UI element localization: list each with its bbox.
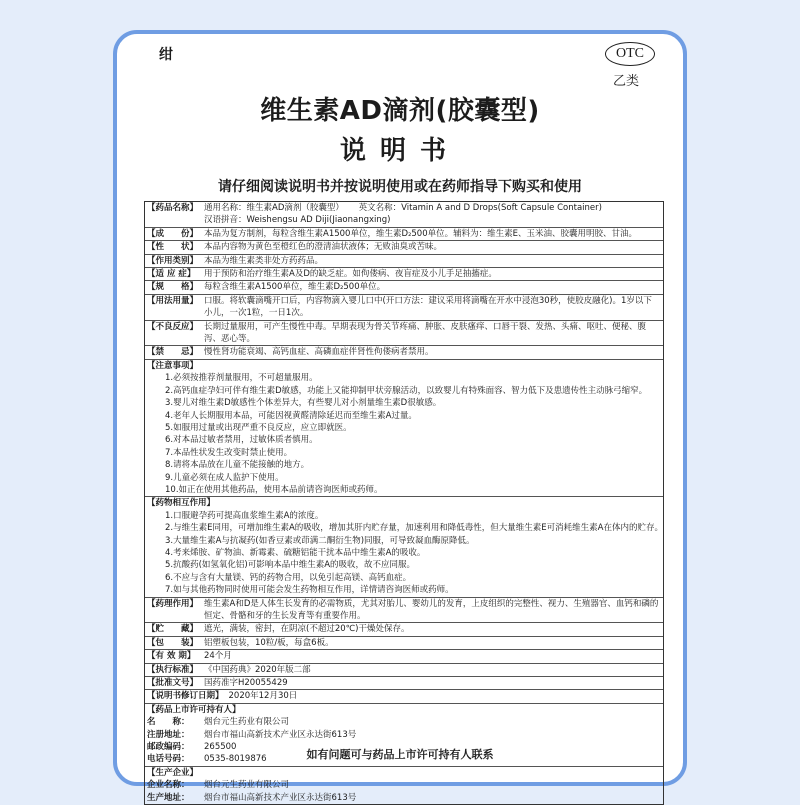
drug-name-row <box>145 202 663 228</box>
table-row <box>145 346 663 359</box>
drug-title: 维生素AD滴剂(胶囊型) <box>260 96 540 126</box>
table-row <box>145 598 663 624</box>
row-value: 长期过量服用，可产生慢性中毒。早期表现为骨关节疼痛、肿胀、皮肤瘙痒、口唇干裂、发热、头痛、呕吐、便秘、腹泻、恶心等。 <box>204 321 647 345</box>
list-item: 9.儿童必须在成人监护下使用。 <box>165 472 284 483</box>
table-row <box>145 664 663 677</box>
list-item: 10.如正在使用其他药品，使用本品前请咨询医师或药师。 <box>165 484 383 495</box>
row-value: 每粒含维生素A1500单位，维生素D₂500单位。 <box>204 282 386 293</box>
manufacturer-section <box>145 767 663 804</box>
row-label: 【用法用量】 <box>147 295 199 306</box>
table-row <box>145 241 663 254</box>
row-label: 【执行标准】 <box>147 664 199 675</box>
table-row <box>145 637 663 650</box>
row-label: 【禁 忌】 <box>147 347 199 358</box>
otc-badge: OTC <box>605 42 655 66</box>
table-row <box>145 268 663 281</box>
brand-logo: 绀 <box>159 47 173 63</box>
row-label: 【适 应 症】 <box>147 269 196 280</box>
list-item: 5.如服用过量或出现严重不良反应，应立即就医。 <box>165 422 352 433</box>
row-label: 【性 状】 <box>147 242 199 253</box>
row-value: 24个月 <box>204 651 232 662</box>
row-label: 【规 格】 <box>147 282 199 293</box>
list-item: 3.婴儿对维生素D敏感性个体差异大，有些婴儿对小剂量维生素D很敏感。 <box>165 398 442 409</box>
row-value: 国药准字H20055429 <box>204 678 288 689</box>
row-label: 【不良反应】 <box>147 321 199 332</box>
row-label: 【成 份】 <box>147 228 199 239</box>
row-label: 【说明书修订日期】 <box>147 691 224 702</box>
field-row <box>145 729 663 741</box>
interactions-section <box>145 497 663 597</box>
table-row <box>145 295 663 321</box>
leaflet-title: 说明书 <box>339 136 460 166</box>
field-value: 0535-8019876 <box>204 754 267 765</box>
list-item: 1.口服避孕药可提高血浆维生素A的浓度。 <box>165 510 324 521</box>
precautions-section <box>145 360 663 497</box>
row-value: 维生素A和D是人体生长发育的必需物质，尤其对胎儿、婴幼儿的发育，上皮组织的完整性、视力、生殖器官、血钙和磷的恒定、骨骼和牙的生长发育等有重要作用。 <box>204 598 659 621</box>
row-label: 【贮 藏】 <box>147 624 199 635</box>
section-heading: 【生产企业】 <box>147 767 199 778</box>
table-row <box>145 690 663 703</box>
row-value: 铝塑板包装，10粒/板，每盒6板。 <box>204 637 334 648</box>
row-value: 《中国药典》2020年版二部 <box>204 664 311 675</box>
table-row <box>145 281 663 294</box>
field-row <box>145 716 663 728</box>
list-item: 7.本品性状发生改变时禁止使用。 <box>165 447 293 458</box>
usage-warning: 请仔细阅读说明书并按说明使用或在药师指导下购买和使用 <box>218 179 582 195</box>
otc-class-label: 乙类 <box>613 74 640 89</box>
section-heading: 【药物相互作用】 <box>147 498 216 509</box>
section-heading: 【药品上市许可持有人】 <box>147 704 241 715</box>
row-value: 口服。将软囊滴嘴开口后，内容物滴入婴儿口中(开口方法：建议采用将滴嘴在开水中浸泡30秒，使胶皮融化)。1岁以下小儿，一次1粒，一日1次。 <box>204 295 652 319</box>
list-item: 2.高钙血症孕妇可伴有维生素D敏感，功能上又能抑制甲状旁腺活动，以致婴儿有特殊面容、智力低下及患遗传性主动脉弓缩窄。 <box>165 385 648 396</box>
english-name: 英文名称：Vitamin A and D Drops(Soft Capsule Container) <box>358 203 602 213</box>
row-label: 【批准文号】 <box>147 678 199 689</box>
pinyin-name: 汉语拼音：Weishengsu AD Diji(Jiaonangxing) <box>204 215 391 226</box>
field-value: 烟台元生药业有限公司 <box>204 780 290 791</box>
field-value: 烟台市福山高新技术产业区永达街613号 <box>204 729 357 740</box>
list-item: 7.如与其他药物同时使用可能会发生药物相互作用，详情请咨询医师或药师。 <box>165 585 454 596</box>
row-value: 本品内容物为黄色至橙红色的澄清油状液体；无败油臭或苦味。 <box>204 242 443 253</box>
field-label: 生产地址： <box>147 792 190 803</box>
row-label: 【作用类别】 <box>147 255 199 266</box>
row-value: 用于预防和治疗维生素A及D的缺乏症。如佝偻病、夜盲症及小儿手足抽搐症。 <box>204 269 497 280</box>
field-label: 企业名称： <box>147 780 190 791</box>
list-item: 6.不应与含有大量镁、钙的药物合用，以免引起高镁、高钙血症。 <box>165 572 412 583</box>
list-item: 1.必须按推荐剂量服用，不可超量服用。 <box>165 373 318 384</box>
list-item: 6.对本品过敏者禁用，过敏体质者慎用。 <box>165 435 318 446</box>
table-row <box>145 255 663 268</box>
row-label: 【包 装】 <box>147 637 199 648</box>
field-value: 烟台元生药业有限公司 <box>204 717 290 728</box>
row-value: 本品为维生素类非处方药药品。 <box>204 255 324 266</box>
field-label: 电话号码： <box>147 754 190 765</box>
list-item: 8.请将本品放在儿童不能接触的地方。 <box>165 460 310 471</box>
field-row <box>145 779 663 791</box>
row-value: 2020年12月30日 <box>228 691 298 702</box>
generic-name: 通用名称：维生素AD滴剂（胶囊型） <box>204 203 344 213</box>
row-label: 【药品名称】 <box>147 203 199 213</box>
field-value: 烟台市福山高新技术产业区永达街613号 <box>204 792 357 803</box>
contact-footer: 如有问题可与药品上市许可持有人联系 <box>306 748 494 761</box>
list-item: 5.抗酸药(如氢氧化铝)可影响本品中维生素A的吸收，故不应同服。 <box>165 560 416 571</box>
field-label: 名 称： <box>147 717 190 728</box>
row-label: 【有 效 期】 <box>147 651 196 662</box>
field-row <box>145 792 663 804</box>
table-row <box>145 228 663 241</box>
row-value: 遮光，满装，密封，在阴凉(不超过20℃)干燥处保存。 <box>204 624 410 635</box>
list-item: 4.老年人长期服用本品，可能因视黄醛清除延迟而至维生素A过量。 <box>165 410 417 421</box>
table-row <box>145 321 663 347</box>
table-row <box>145 623 663 636</box>
leaflet-card <box>113 30 687 803</box>
row-label: 【药理作用】 <box>147 598 199 609</box>
section-heading: 【注意事项】 <box>147 360 199 371</box>
list-item: 4.考来烯胺、矿物油、新霉素、硫糖铝能干扰本品中维生素A的吸收。 <box>165 547 426 558</box>
table-row <box>145 650 663 663</box>
list-item: 2.与维生素E同用，可增加维生素A的吸收，增加其肝内贮存量，加速利用和降低毒性，但大量维生素E可消耗维生素A在体内的贮存。 <box>165 523 663 534</box>
table-row <box>145 677 663 690</box>
row-value: 慢性肾功能衰竭、高钙血症、高磷血症伴肾性佝偻病者禁用。 <box>204 347 434 358</box>
field-label: 邮政编码： <box>147 742 190 753</box>
info-table <box>144 201 664 805</box>
list-item: 3.大量维生素A与抗凝药(如香豆素或茚满二酮衍生物)同服，可导致凝血酶原降低。 <box>165 535 475 546</box>
field-value: 265500 <box>204 742 237 753</box>
row-value: 本品为复方制剂，每粒含维生素A1500单位，维生素D₂500单位。辅料为：维生素E、玉米油、胶囊用明胶、甘油。 <box>204 228 637 239</box>
field-label: 注册地址： <box>147 729 190 740</box>
row-value <box>201 202 663 227</box>
